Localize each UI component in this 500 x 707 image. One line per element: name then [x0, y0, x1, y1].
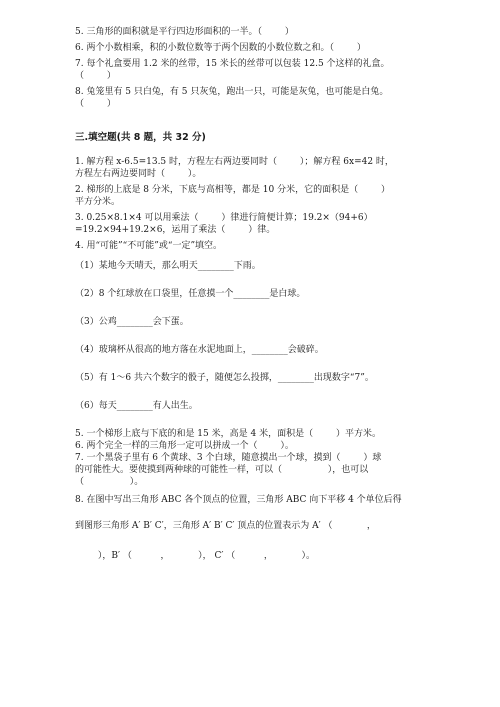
question-item: [75, 440, 455, 452]
sub-items: [75, 260, 455, 412]
question-line: 6. 两个完全一样的三角形一定可以拼成一个（ ）。: [75, 441, 294, 451]
sub-question: （3）公鸡________会下蛋。: [75, 317, 189, 327]
question-item: [75, 494, 455, 506]
sub-question: （2）8 个红球放在口袋里，任意摸一个________是白球。: [75, 289, 306, 299]
question-item: [75, 452, 455, 488]
question-item: [75, 240, 455, 252]
question-item: [75, 212, 455, 236]
question-line: （ ）。: [75, 477, 144, 487]
question-line: 4. 用“可能”“不可能”或“一定”填空。: [75, 241, 223, 251]
question-item: [75, 86, 455, 110]
question-line: 5. 一个梯形上底与下底的和是 15 米，高是 4 米，面积是（ ）平方米。: [75, 429, 381, 439]
question-line: （ ）: [75, 71, 116, 81]
question-line: 平方分米。: [75, 197, 121, 207]
question-item: [75, 58, 455, 82]
question-item: [75, 156, 455, 180]
fill-items: [75, 156, 455, 252]
section-title: 三.填空题(共 8 题，共 32 分): [75, 132, 206, 143]
question-line: 6. 两个小数相乘，积的小数位数等于两个因数的小数位数之和。（ ）: [75, 43, 366, 53]
question-line: 7. 一个黑袋子里有 6 个黄球、3 个白球，随意摸出一个球，摸到（ ）球: [75, 453, 382, 463]
question-line: 方程左右两边要同时（ ）。: [75, 169, 202, 179]
question-line: 7. 每个礼盒要用 1.2 米的丝带，15 米长的丝带可以包装 12.5 个这样的礼盒。: [75, 59, 390, 69]
question-item: [75, 26, 455, 38]
question-line: （ ）: [75, 99, 116, 109]
question-item: [75, 42, 455, 54]
question-line: 的可能性大。要使摸到两种球的可能性一样，可以（ ），也可以: [75, 465, 369, 475]
question-line: 5. 三角形的面积就是平行四边形面积的一半。（ ）: [75, 27, 294, 37]
sub-question: （4）玻璃杯从很高的地方落在水泥地面上，________会破碎。: [75, 345, 324, 355]
sub-question: （6）每天________有人出生。: [75, 401, 198, 411]
question-item: [75, 428, 455, 440]
question-line: ），B′ （ ， ）， C′ （ ， ）。: [75, 551, 315, 561]
worksheet-page: [75, 26, 455, 562]
tail-items: [75, 428, 455, 562]
question-line: 1. 解方程 x-6.5=13.5 时，方程左右两边要同时（ ）；解方程 6x=42 时，: [75, 157, 394, 167]
sub-question: （1）某地今天晴天，那么明天________下雨。: [75, 261, 261, 271]
question-line: =19.2×94+19.2×6，运用了乘法（ ）律。: [75, 225, 276, 235]
sub-question: （5）有 1～6 共六个数字的骰子，随便怎么投掷，________出现数字“7”。: [75, 373, 374, 383]
question-line: 到图形三角形 A′ B′ C′，三角形 A′ B′ C′ 顶点的位置表示为 A′ （ ，: [75, 521, 376, 531]
question-line: 3. 0.25×8.1×4 可以用乘法（ ）律进行简便计算；19.2×（94+6）: [75, 213, 373, 223]
question-line: 8. 兔笼里有 5 只白兔，有 5 只灰兔，跑出一只，可能是灰兔，也可能是白兔。: [75, 87, 389, 97]
question-line: 2. 梯形的上底是 8 分米，下底与高相等，都是 10 分米，它的面积是（ ）: [75, 185, 390, 195]
question-item: [75, 184, 455, 208]
top-items: [75, 26, 455, 110]
question-line: 8. 在图中写出三角形 ABC 各个顶点的位置，三角形 ABC 向下平移 4 个单位后得: [75, 495, 402, 505]
